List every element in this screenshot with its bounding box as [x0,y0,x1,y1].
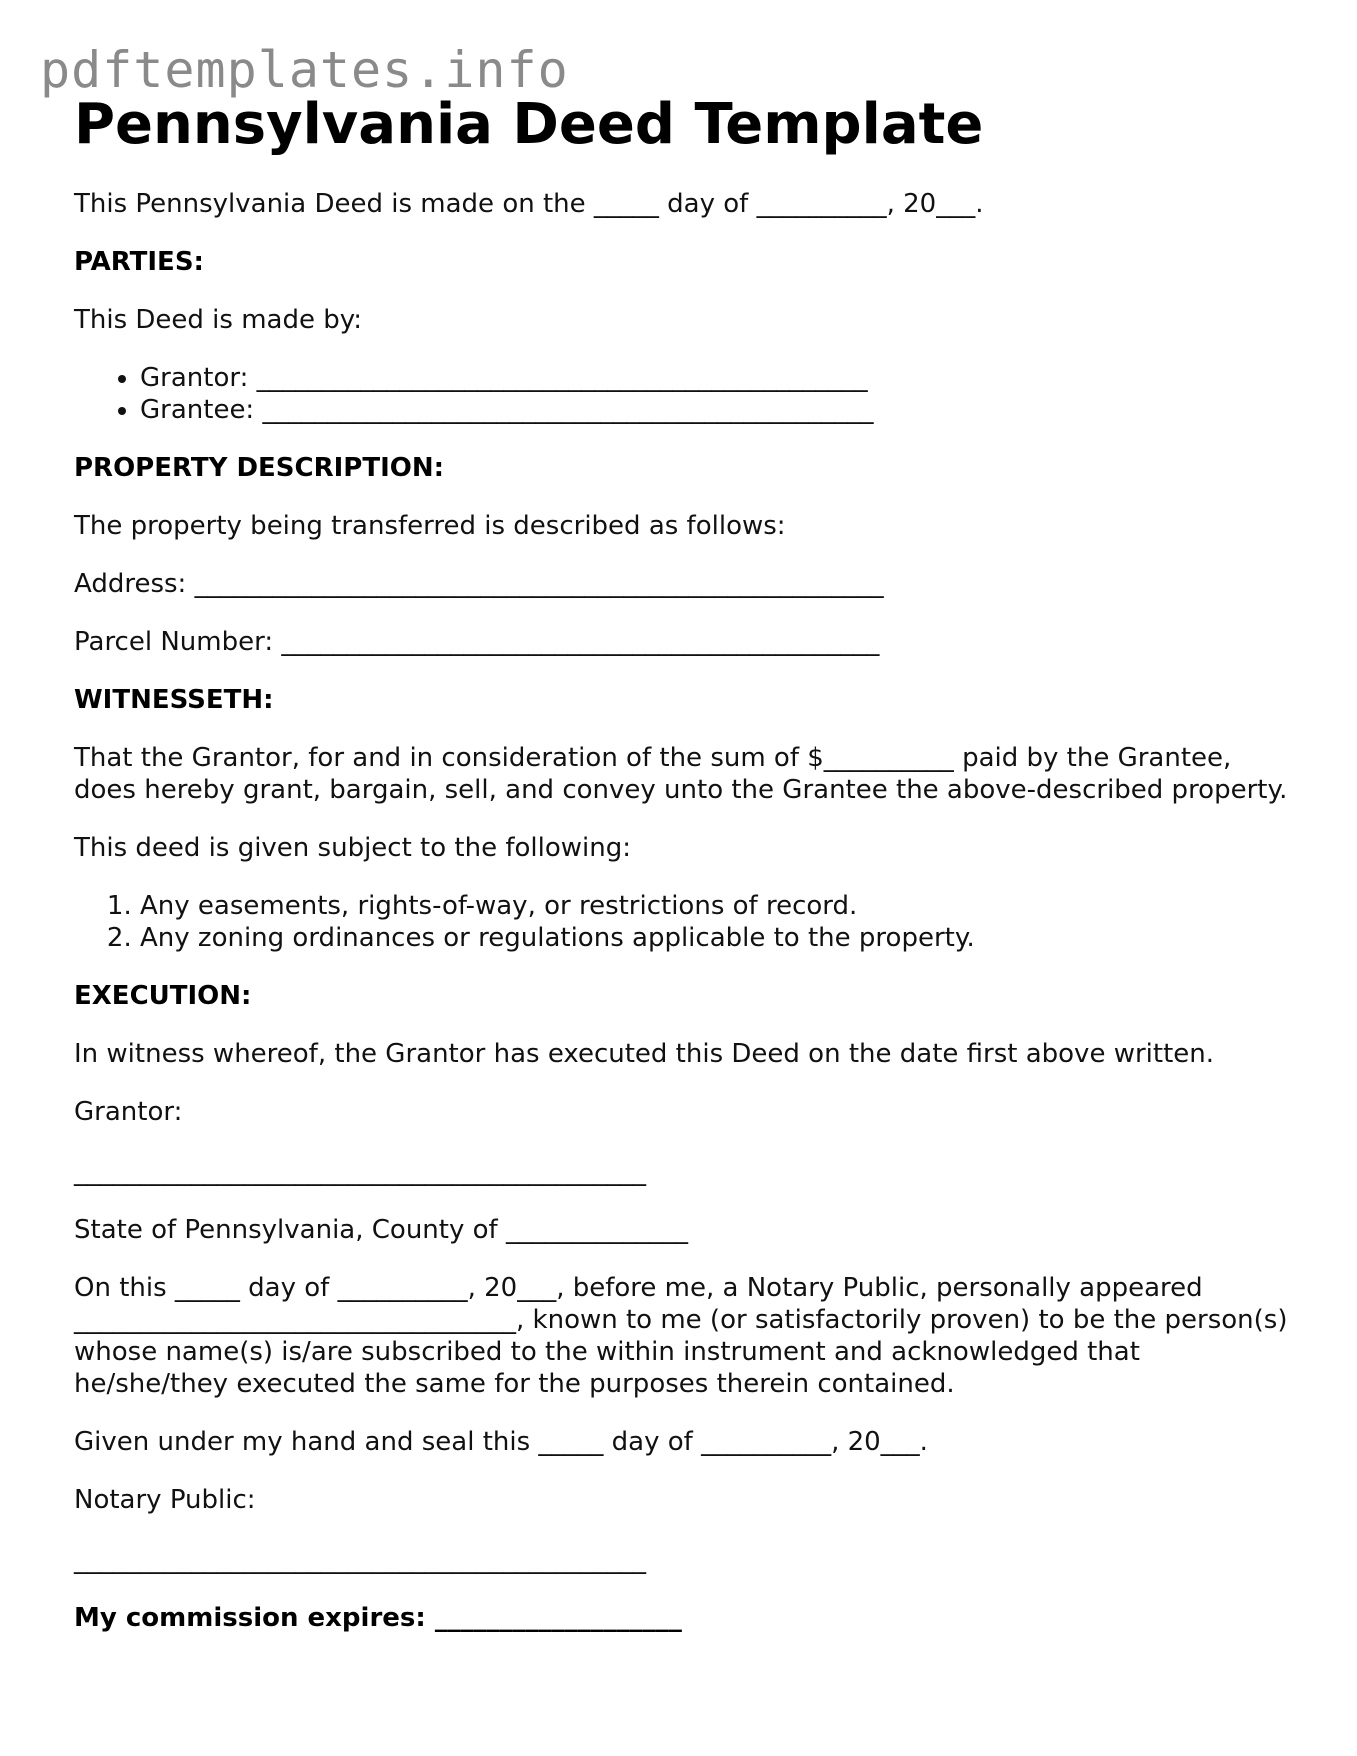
notary-signature-line: ____________________________________________ [74,1545,646,1575]
conditions-list [74,890,1294,954]
execution-heading: EXECUTION: [74,981,252,1011]
witnesseth-heading: WITNESSETH: [74,685,274,715]
witnesseth-body: That the Grantor, for and in consideration of the sum of $__________ paid by the Grantee, does hereby grant, bargain, sell, and convey unto the Grantee the above-described property. [74,743,1288,805]
grantor-signature-line: ____________________________________________ [74,1157,646,1187]
state-county-line: State of Pennsylvania, County of ______________ [74,1215,688,1245]
grantee-line: • Grantee: _______________________________________________ [140,394,1294,426]
notary-public-label: Notary Public: [74,1485,256,1515]
watermark-text: pdftemplates.info [40,41,569,99]
commission-expires-line: My commission expires: ___________________ [74,1603,682,1633]
given-under-hand-line: Given under my hand and seal this _____ day of __________, 20___. [74,1427,928,1457]
property-heading: PROPERTY DESCRIPTION: [74,453,445,483]
grantor-label: Grantor: [74,1097,183,1127]
deed-document [74,92,1294,1660]
parties-heading: PARTIES: [74,247,204,277]
address-line: Address: _____________________________________________________ [74,569,884,599]
parties-lead: This Deed is made by: [74,305,362,335]
subject-lead: This deed is given subject to the following: [74,833,631,863]
document-title: Pennsylvania Deed Template [74,92,984,157]
notary-acknowledgment: On this _____ day of __________, 20___, before me, a Notary Public, personally appeared __________________________________, known to me (or satisfactorily proven) to be the person(s) whose name(s) is/are subscribed to the within instrument and acknowledged that he/she/they executed the same for the purposes therein contained. [74,1273,1288,1399]
parcel-number-line: Parcel Number: ______________________________________________ [74,627,880,657]
condition-item: 1. Any easements, rights-of-way, or restrictions of record. [140,890,1294,922]
execution-body: In witness whereof, the Grantor has executed this Deed on the date first above written. [74,1039,1215,1069]
parties-list [74,362,1294,426]
intro-date-line: This Pennsylvania Deed is made on the _____ day of __________, 20___. [74,189,984,219]
grantor-line: • Grantor: _______________________________________________ [140,362,1294,394]
property-lead: The property being transferred is described as follows: [74,511,786,541]
condition-item: 2. Any zoning ordinances or regulations applicable to the property. [140,922,1294,954]
